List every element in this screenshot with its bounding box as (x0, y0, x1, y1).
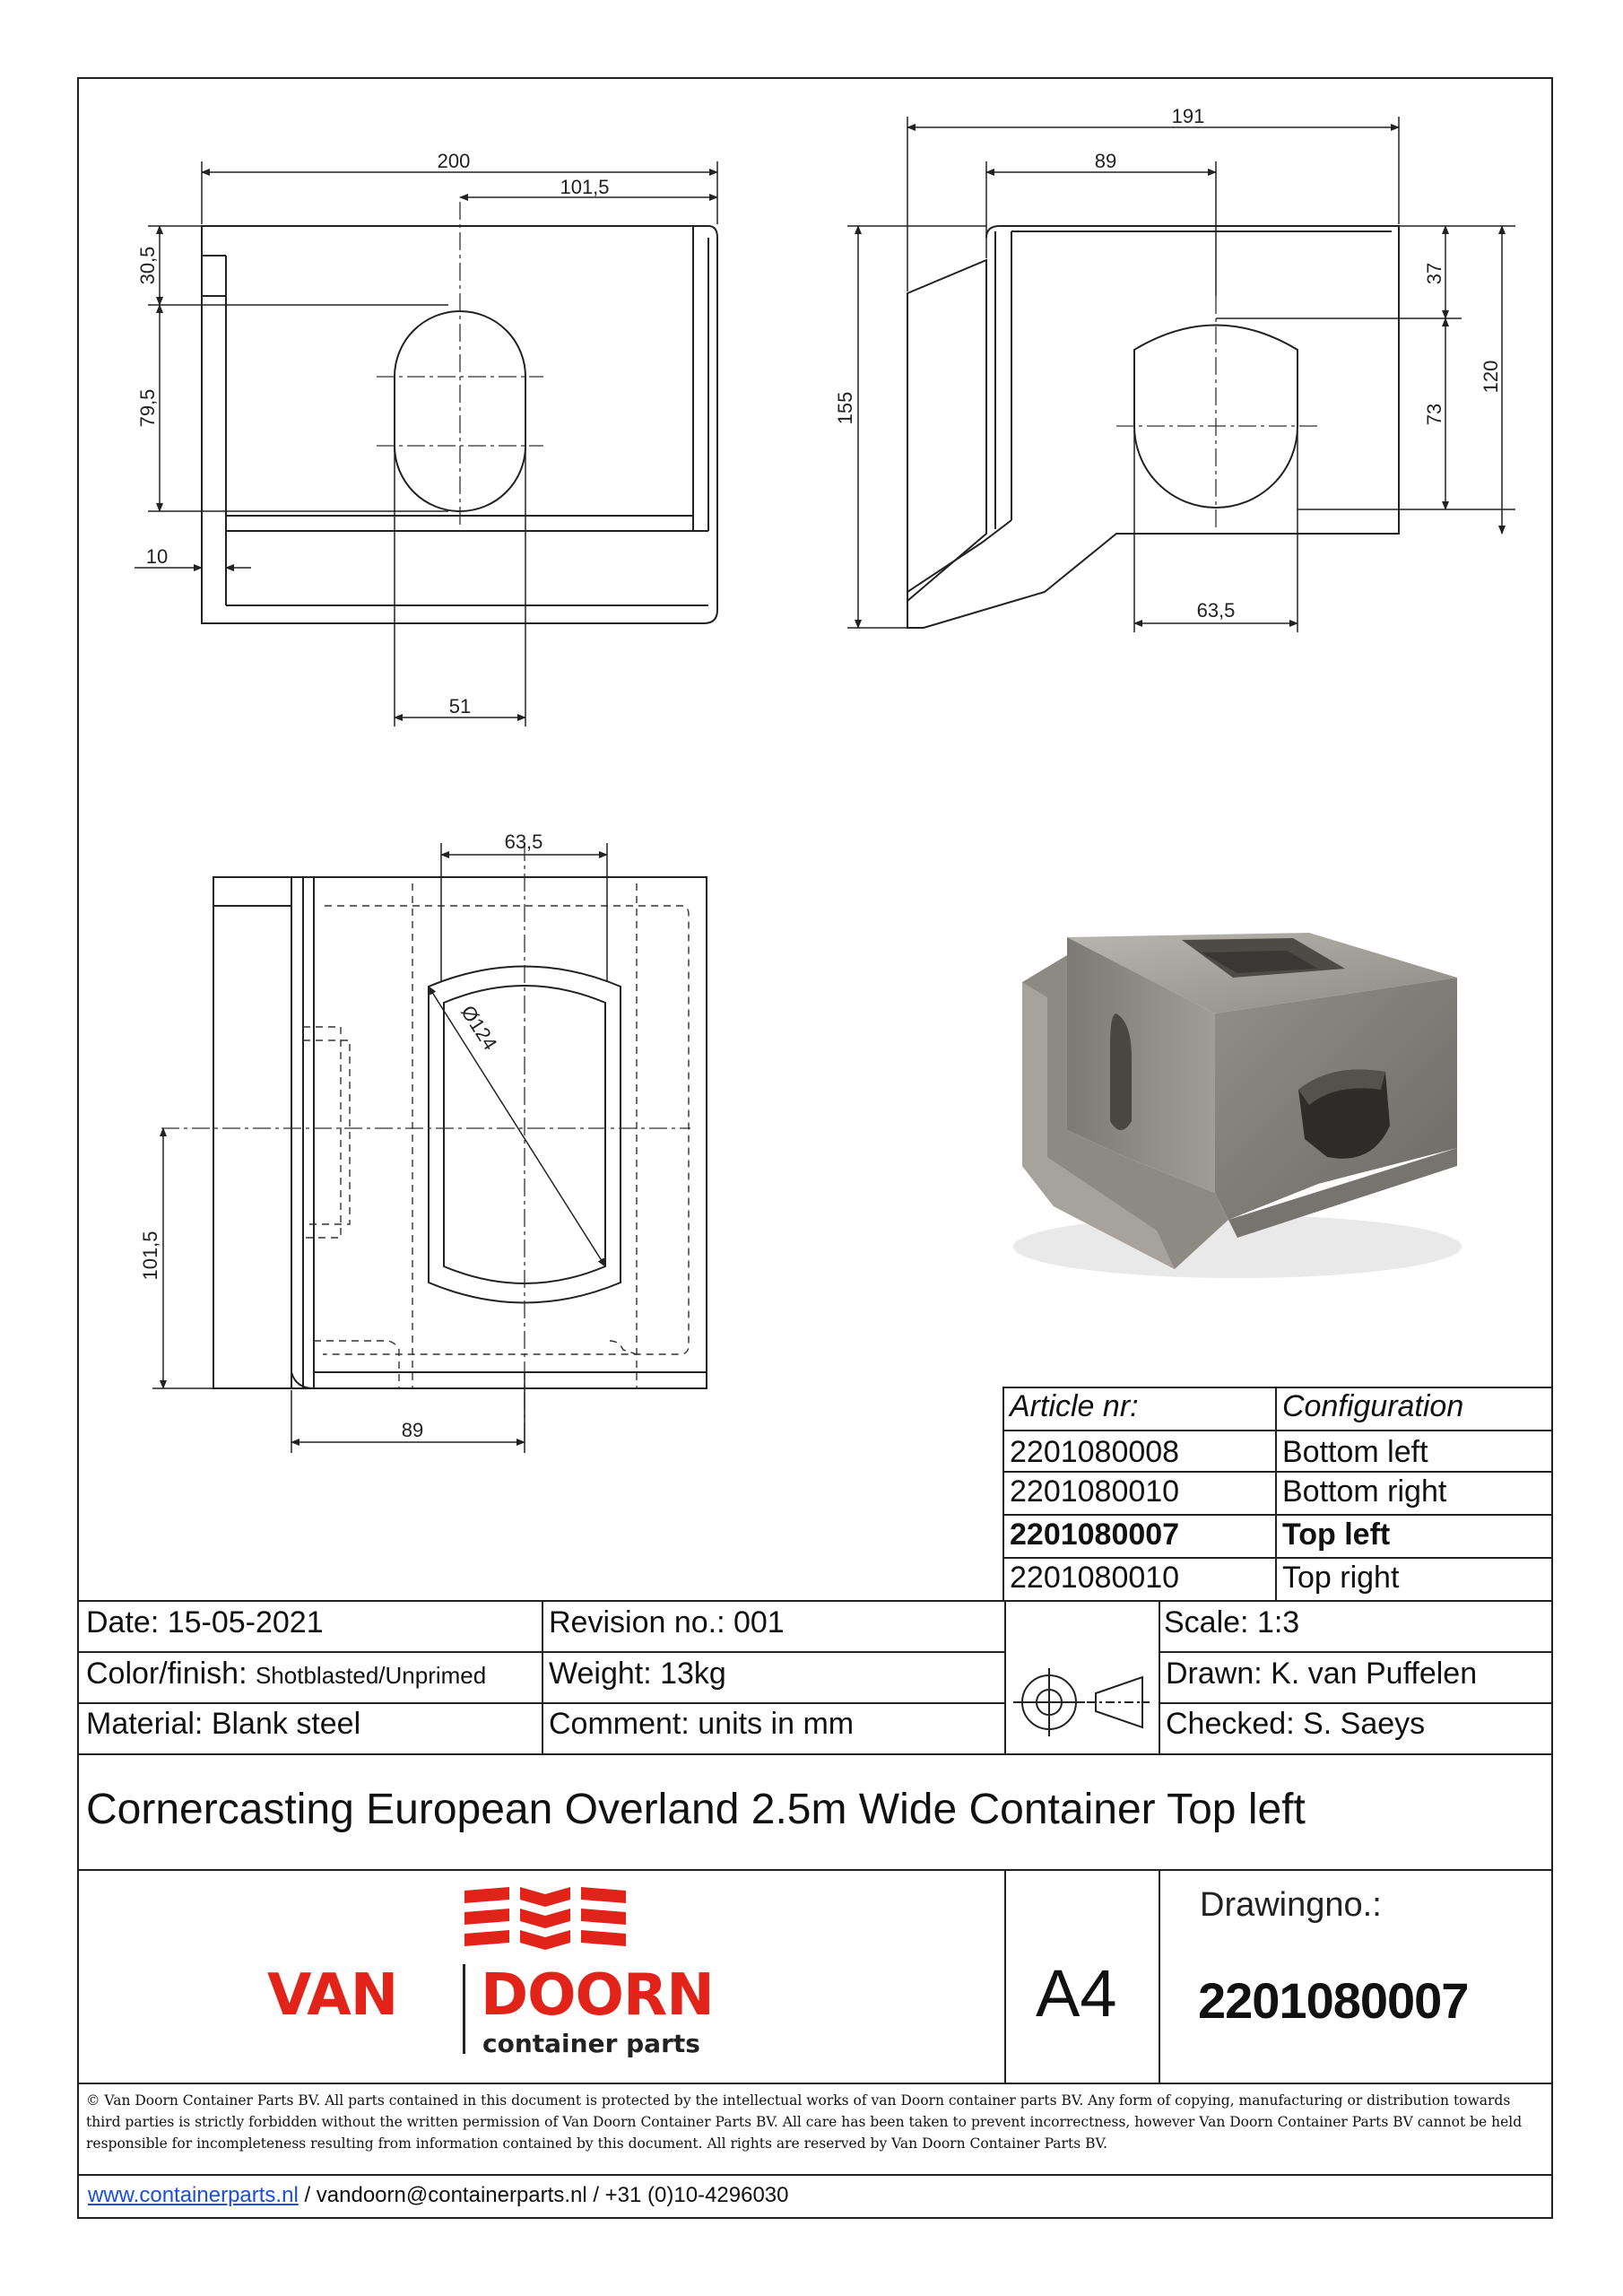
dim-diameter-124: Ø124 (456, 1001, 502, 1055)
logo-van: VAN (267, 1962, 398, 2029)
color-finish-label: Color/finish: (86, 1657, 247, 1691)
color-finish-value: Shotblasted/Unprimed (255, 1662, 487, 1689)
article-row-4-config: Top right (1282, 1561, 1400, 1595)
dim-155: 155 (834, 391, 856, 425)
side-view-dimensions (847, 117, 1515, 632)
side-view-centerlines (1116, 296, 1318, 529)
dim-101-5-top: 101,5 (139, 1231, 161, 1281)
article-row-2-config: Bottom right (1282, 1474, 1447, 1509)
top-view-hidden (303, 883, 689, 1388)
footer-contact (88, 2183, 789, 2208)
material-field: Material: Blank steel (86, 1707, 361, 1741)
dim-79-5: 79,5 (136, 388, 159, 428)
weight-field: Weight: 13kg (549, 1657, 726, 1691)
article-header: Article nr: (1010, 1389, 1139, 1423)
top-view (213, 877, 707, 1388)
dim-51: 51 (448, 695, 472, 718)
revision-field: Revision no.: 001 (549, 1605, 785, 1639)
dim-30-5: 30,5 (136, 246, 159, 285)
dim-63-5-top: 63,5 (504, 831, 543, 853)
comment-field: Comment: units in mm (549, 1707, 855, 1741)
article-row-4-number: 2201080010 (1010, 1561, 1180, 1595)
dim-200: 200 (437, 150, 471, 172)
checked-field: Checked: S. Saeys (1166, 1707, 1426, 1741)
configuration-header: Configuration (1282, 1389, 1464, 1423)
side-view (907, 226, 1399, 628)
article-row-1-number: 2201080008 (1010, 1435, 1180, 1469)
drawn-field: Drawn: K. van Puffelen (1166, 1657, 1478, 1691)
drawingno-label: Drawingno.: (1200, 1886, 1382, 1924)
dim-10: 10 (145, 545, 169, 568)
contact-info: / vandoorn@containerparts.nl / +31 (0)10-4296030 (298, 2183, 789, 2207)
dim-37: 37 (1423, 262, 1445, 285)
logo-mark-icon (457, 1885, 628, 1959)
article-row-3-number: 2201080007 (1010, 1518, 1180, 1552)
article-row-3-config: Top left (1282, 1518, 1391, 1552)
dim-73: 73 (1423, 403, 1445, 426)
scale-field: Scale: 1:3 (1164, 1605, 1300, 1639)
dim-89: 89 (1094, 150, 1117, 172)
article-row-1-config: Bottom left (1282, 1435, 1428, 1469)
logo-subtitle: container parts (482, 2029, 700, 2058)
cornercasting-render (1013, 933, 1462, 1278)
website-link[interactable]: www.containerparts.nl (88, 2183, 299, 2207)
paper-size: A4 (1036, 1956, 1117, 2031)
front-view-centerlines (377, 202, 543, 529)
logo-divider (463, 1964, 465, 2054)
drawing-number: 2201080007 (1198, 1972, 1469, 2029)
dim-63-5-side: 63,5 (1196, 599, 1236, 622)
front-view-dimensions (135, 161, 717, 726)
dim-120: 120 (1480, 360, 1502, 394)
legal-notice: © Van Doorn Container Parts BV. All parts contained in this document is protected by the intellectual works of van Doorn container parts BV. Any form of copying, manufacturing or distribution towards third parties is strictly forbidden without the written permission of Van Doorn Container Parts BV. All care has been taken to prevent incorrectness, however Van Doorn Container Parts BV cannot be held responsible for incompleteness resulting from information contained by this document. All rights are reserved by Van Doorn Container Parts BV. (86, 2092, 1523, 2152)
logo-doorn: DOORN (481, 1962, 714, 2029)
article-row-2-number: 2201080010 (1010, 1474, 1180, 1509)
top-view-dimensions (152, 843, 607, 1453)
dim-89-top: 89 (401, 1419, 424, 1441)
color-finish-field (86, 1657, 486, 1692)
projection-symbol-icon (1006, 1652, 1157, 1752)
drawing-title: Cornercasting European Overland 2.5m Wide Container Top left (86, 1786, 1306, 1833)
date-field: Date: 15-05-2021 (86, 1605, 324, 1639)
dim-101-5: 101,5 (560, 176, 610, 198)
dim-191: 191 (1171, 105, 1205, 127)
